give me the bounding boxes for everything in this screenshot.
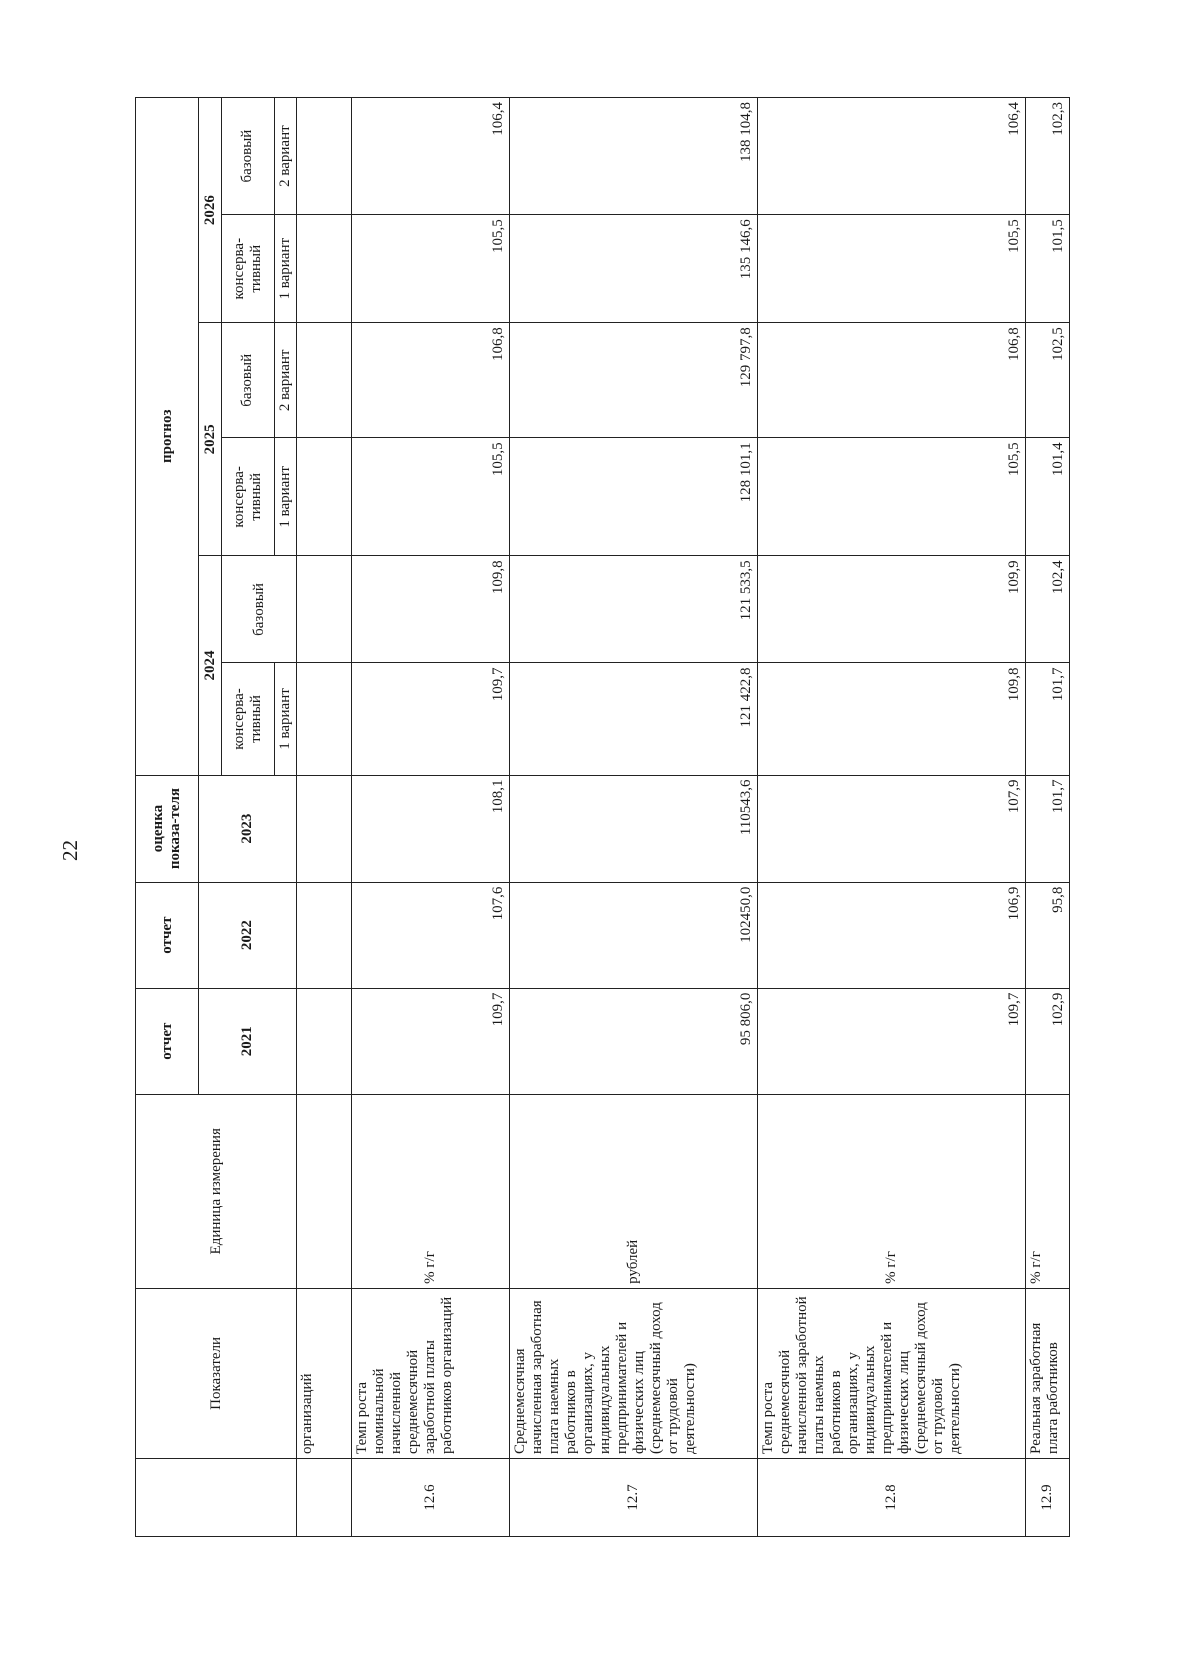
- value-2026-v2: 102,3: [1025, 98, 1069, 215]
- header-2025-base: базовый: [221, 323, 274, 438]
- value-2024-v2: 102,4: [1025, 556, 1069, 663]
- value-2026-v2: [297, 98, 351, 215]
- header-2026-variant1: 1 вариант: [274, 215, 296, 323]
- value-2026-v2: 138 104,8: [509, 98, 757, 215]
- row-label: Темп роста номинальной начисленной среднемесячной заработной платы работников организаций: [351, 1288, 509, 1458]
- header-2026-base: базовый: [221, 98, 274, 215]
- header-code-cell: [136, 1458, 297, 1536]
- value-2024-v1: 101,7: [1025, 663, 1069, 775]
- row-unit: рублей: [509, 1094, 757, 1288]
- value-2025-v2: 129 797,8: [509, 323, 757, 438]
- row-label: Темп роста среднемесячной начисленной заработной платы наемных работников в организациях, у индивидуальных предпринимателей и физических лиц (среднемесячный доход от трудовой деятельности): [758, 1288, 1026, 1458]
- row-code: 12.9: [1025, 1458, 1069, 1536]
- rotated-page: [135, 97, 1070, 1537]
- row-unit: % г/г: [351, 1094, 509, 1288]
- row-code: 12.7: [509, 1458, 757, 1536]
- value-2022: 107,6: [351, 882, 509, 988]
- header-2026-conservative: консерва-тивный: [221, 215, 274, 323]
- value-2025-v2: 106,8: [351, 323, 509, 438]
- table-row: [351, 98, 509, 1537]
- value-2025-v1: [297, 438, 351, 556]
- value-2025-v2: 102,5: [1025, 323, 1069, 438]
- header-2025-variant1: 1 вариант: [274, 438, 296, 556]
- value-2025-v1: 105,5: [758, 438, 1026, 556]
- value-2022: 102450,0: [509, 882, 757, 988]
- value-2024-v1: 109,8: [758, 663, 1026, 775]
- header-2024-conservative: консерва-тивный: [221, 663, 274, 775]
- value-2021: 95 806,0: [509, 988, 757, 1094]
- value-2023: [297, 775, 351, 882]
- header-2024-variant1: 1 вариант: [274, 663, 296, 775]
- header-forecast: прогноз: [136, 98, 199, 776]
- value-2021: 109,7: [351, 988, 509, 1094]
- header-estimate: оценка показа-теля: [136, 775, 199, 882]
- header-year-2025: 2025: [199, 323, 221, 556]
- value-2024-v2: 109,9: [758, 556, 1026, 663]
- header-2025-conservative: консерва-тивный: [221, 438, 274, 556]
- row-code: [297, 1458, 351, 1536]
- header-report-2022: отчет: [136, 882, 199, 988]
- value-2025-v2: [297, 323, 351, 438]
- header-unit: Единица измерения: [136, 1094, 297, 1288]
- value-2024-v2: [297, 556, 351, 663]
- header-year-2023: 2023: [199, 775, 297, 882]
- value-2026-v2: 106,4: [758, 98, 1026, 215]
- value-2023: 110543,6: [509, 775, 757, 882]
- value-2025-v1: 101,4: [1025, 438, 1069, 556]
- table-row: [1025, 98, 1069, 1537]
- table-row: [297, 98, 351, 1537]
- value-2024-v1: 109,7: [351, 663, 509, 775]
- value-2024-v1: 121 422,8: [509, 663, 757, 775]
- row-label: Среднемесячная начисленная заработная плата наемных работников в организациях, у индивидуальных предпринимателей и физических лиц (среднемесячный доход от трудовой деятельности): [509, 1288, 757, 1458]
- value-2024-v2: 121 533,5: [509, 556, 757, 663]
- value-2023: 107,9: [758, 775, 1026, 882]
- value-2026-v1: 101,5: [1025, 215, 1069, 323]
- header-year-2026: 2026: [199, 98, 221, 323]
- header-year-2021: 2021: [199, 988, 297, 1094]
- forecast-table: [135, 97, 1070, 1537]
- value-2026-v1: 105,5: [758, 215, 1026, 323]
- value-2026-v1: 135 146,6: [509, 215, 757, 323]
- value-2025-v1: 105,5: [351, 438, 509, 556]
- value-2025-v1: 128 101,1: [509, 438, 757, 556]
- value-2023: 101,7: [1025, 775, 1069, 882]
- row-unit: % г/г: [1025, 1094, 1069, 1288]
- header-year-2022: 2022: [199, 882, 297, 988]
- row-unit: % г/г: [758, 1094, 1026, 1288]
- page-number: 22: [58, 840, 82, 861]
- row-code: 12.6: [351, 1458, 509, 1536]
- row-label: Реальная заработная плата работников: [1025, 1288, 1069, 1458]
- value-2024-v2: 109,8: [351, 556, 509, 663]
- header-2026-variant2: 2 вариант: [274, 98, 296, 215]
- value-2024-v1: [297, 663, 351, 775]
- value-2021: 109,7: [758, 988, 1026, 1094]
- header-2024-base: базовый: [221, 556, 297, 663]
- value-2022: 106,9: [758, 882, 1026, 988]
- value-2022: 95,8: [1025, 882, 1069, 988]
- value-2023: 108,1: [351, 775, 509, 882]
- value-2022: [297, 882, 351, 988]
- value-2026-v1: 105,5: [351, 215, 509, 323]
- header-indicators: Показатели: [136, 1288, 297, 1458]
- header-2025-variant2: 2 вариант: [274, 323, 296, 438]
- value-2021: [297, 988, 351, 1094]
- value-2021: 102,9: [1025, 988, 1069, 1094]
- header-report-2021: отчет: [136, 988, 199, 1094]
- row-label: организаций: [297, 1288, 351, 1458]
- table-row: [758, 98, 1026, 1537]
- value-2026-v2: 106,4: [351, 98, 509, 215]
- value-2026-v1: [297, 215, 351, 323]
- table-row: [509, 98, 757, 1537]
- row-unit: [297, 1094, 351, 1288]
- row-code: 12.8: [758, 1458, 1026, 1536]
- value-2025-v2: 106,8: [758, 323, 1026, 438]
- header-year-2024: 2024: [199, 556, 221, 775]
